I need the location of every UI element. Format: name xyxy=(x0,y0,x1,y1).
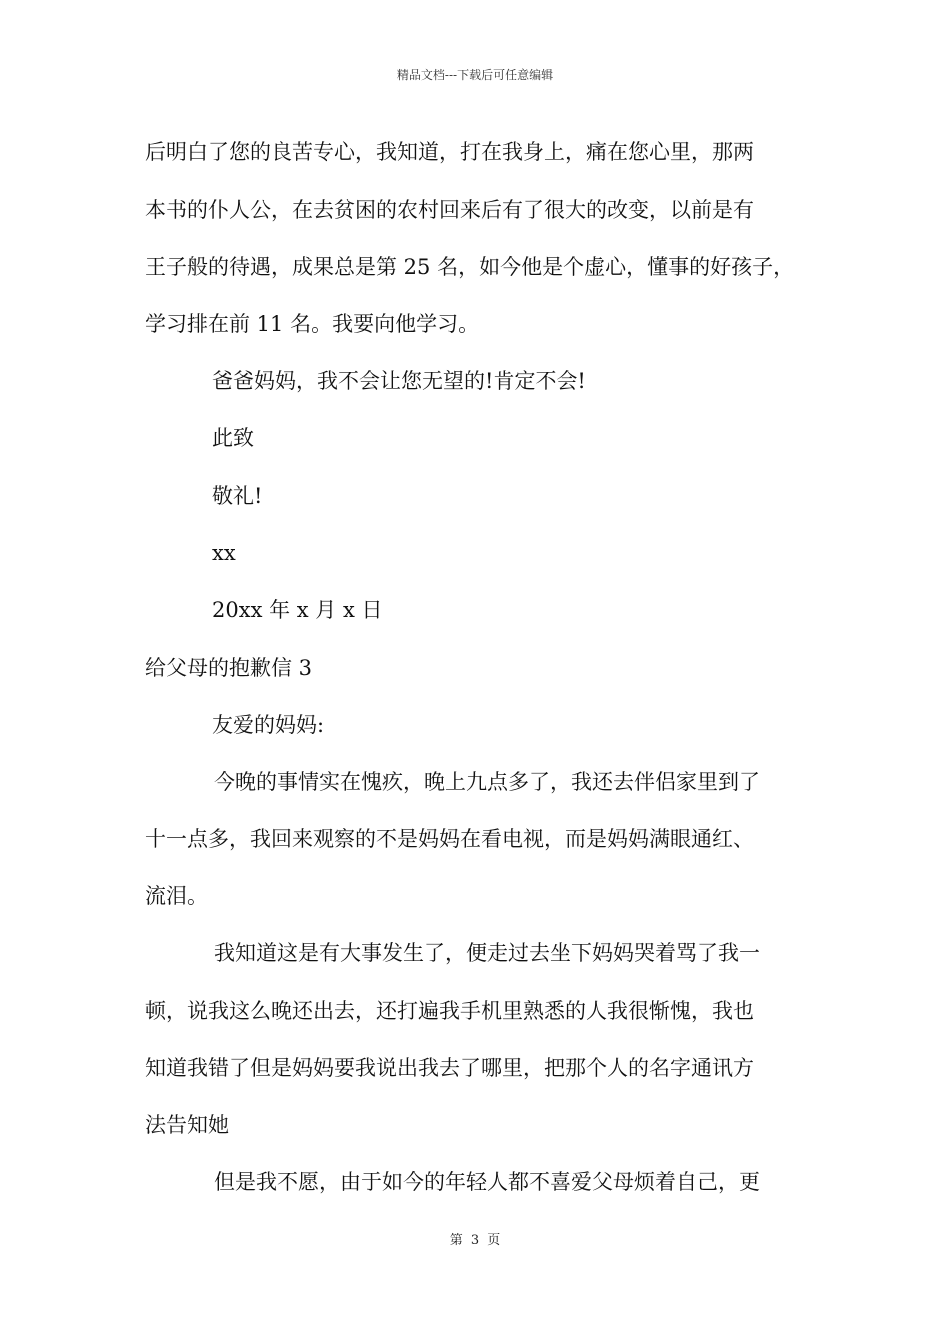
section-title: 给父母的抱歉信 3 xyxy=(145,656,313,680)
text-line: 知道我错了但是妈妈要我说出我去了哪里，把那个人的名字通讯方 xyxy=(145,1056,754,1080)
text-line: 敬礼! xyxy=(212,484,263,508)
text-line: 流泪。 xyxy=(145,884,208,908)
text-line: 但是我不愿，由于如今的年轻人都不喜爱父母烦着自己，更 xyxy=(214,1170,760,1194)
page-footer: 第 3 页 xyxy=(449,1233,501,1248)
text-line: 我知道这是有大事发生了，便走过去坐下妈妈哭着骂了我一 xyxy=(214,941,760,965)
text-line: 20xx 年 x 月 x 日 xyxy=(212,598,383,622)
text-line: 顿，说我这么晚还出去，还打遍我手机里熟悉的人我很惭愧，我也 xyxy=(145,999,754,1023)
text-line: 本书的仆人公，在去贫困的农村回来后有了很大的改变，以前是有 xyxy=(145,198,754,222)
text-line: 后明白了您的良苦专心，我知道，打在我身上，痛在您心里，那两 xyxy=(145,140,754,164)
text-line: 爸爸妈妈，我不会让您无望的!肯定不会! xyxy=(212,369,586,393)
text-line: xx xyxy=(212,541,236,565)
text-line: 此致 xyxy=(212,426,254,450)
text-line: 十一点多，我回来观察的不是妈妈在看电视，而是妈妈满眼通红、 xyxy=(145,827,754,851)
text-line: 友爱的妈妈: xyxy=(212,713,325,737)
text-line: 王子般的待遇，成果总是第 25 名，如今他是个虚心，懂事的好孩子， xyxy=(145,255,795,279)
page-header: 精品文档---下载后可任意编辑 xyxy=(396,68,554,82)
text-line: 学习排在前 11 名。我要向他学习。 xyxy=(145,312,480,336)
text-line: 法告知她 xyxy=(145,1113,229,1137)
text-line: 今晚的事情实在愧疚，晚上九点多了，我还去伴侣家里到了 xyxy=(214,770,760,794)
